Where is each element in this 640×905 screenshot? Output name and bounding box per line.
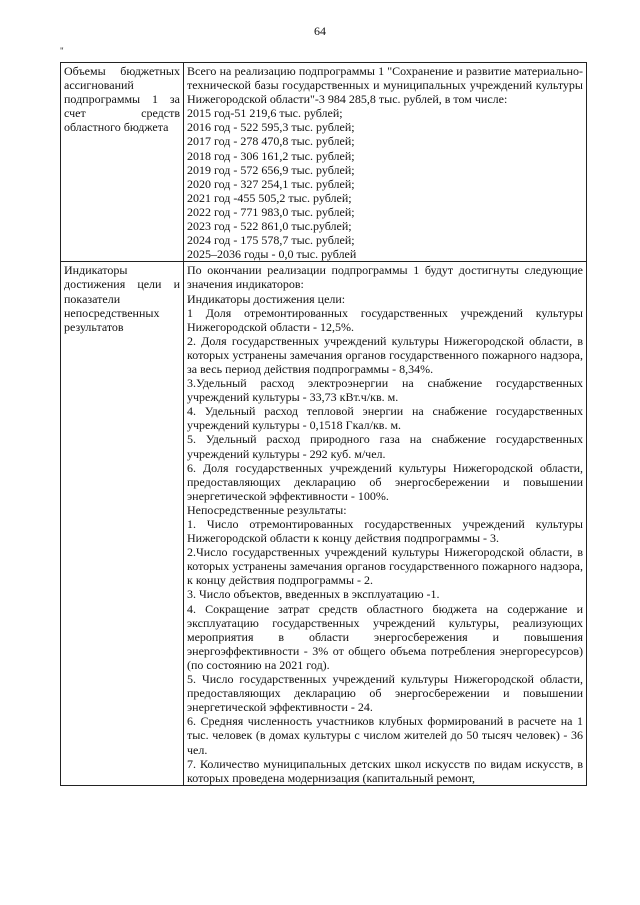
- results-paragraph: 3. Число объектов, введенных в эксплуатацию -1.: [187, 587, 440, 602]
- table-row-indicators: [61, 262, 587, 785]
- budget-line: 2015 год-51 219,6 тыс. рублей;: [187, 106, 343, 121]
- results-paragraph: 2.Число государственных учреждений культуры Нижегородской области, в которых устранены замечания органов государственного пожарного надзора, к концу действия подпрограммы - 2.: [187, 545, 583, 588]
- budget-line: 2018 год - 306 161,2 тыс. рублей;: [187, 148, 355, 163]
- indicators-label-cell: Индикаторы достижения цели и показатели непосредственных результатов: [61, 262, 184, 785]
- indicators-paragraph: 1 Доля отремонтированных государственных учреждений культуры Нижегородской области - 12,5%.: [187, 305, 583, 334]
- results-paragraph: 5. Число государственных учреждений культуры Нижегородской области, предоставляющих декларацию об энергосбережении и повышении энергетической эффективности - 24.: [187, 672, 583, 715]
- indicators-paragraph: 3.Удельный расход электроэнергии на снабжение государственных учреждений культуры - 33,73 кВт.ч/кв. м.: [187, 376, 583, 405]
- results-paragraph: 1. Число отремонтированных государственных учреждений культуры Нижегородской области к концу действия подпрограммы - 3.: [187, 517, 583, 546]
- budget-line: 2019 год - 572 656,9 тыс. рублей;: [187, 162, 355, 177]
- table-row-budget: [61, 63, 587, 262]
- indicators-heading: Индикаторы достижения цели:: [187, 291, 346, 306]
- budget-line: 2023 год - 522 861,0 тыс.рублей;: [187, 219, 352, 234]
- budget-line: 2021 год -455 505,2 тыс. рублей;: [187, 190, 352, 205]
- budget-line: 2020 год - 327 254,1 тыс. рублей;: [187, 176, 355, 191]
- indicators-paragraph: 2. Доля государственных учреждений культуры Нижегородской области, в которых устранены замечания органов государственного пожарного надзора, за весь период действия подпрограммы - 8,34%.: [187, 333, 583, 376]
- results-paragraph: 7. Количество муниципальных детских школ искусств по видам искусств, в которых проведена модернизация (капитальный ремонт,: [187, 756, 583, 785]
- budget-label-cell: Объемы бюджетных ассигнований подпрограммы 1 за счет средств областного бюджета: [61, 63, 184, 262]
- budget-line: 2017 год - 278 470,8 тыс. рублей;: [187, 134, 355, 149]
- indicators-paragraph: 4. Удельный расход тепловой энергии на снабжение государственных учреждений культуры - 0,1518 Гкал/кв. м.: [187, 404, 583, 433]
- results-paragraph: 6. Средняя численность участников клубных формирований в расчете на 1 тыс. человек (в домах культуры с числом жителей до 50 тысяч человек) - 36 чел.: [187, 714, 583, 757]
- results-heading: Непосредственные результаты:: [187, 502, 347, 517]
- indicators-content-cell: [184, 262, 587, 785]
- indicators-paragraph: По окончании реализации подпрограммы 1 будут достигнуты следующие значения индикаторов:: [187, 263, 583, 292]
- results-paragraph: 4. Сокращение затрат средств областного бюджета на содержание и эксплуатацию государственных учреждений культуры, реализующих мероприятия в области энергосбережения и повышения энергоэффективности - 3% от общего объема потребления энергоресурсов) (по состоянию на 2021 год).: [187, 601, 583, 672]
- budget-content-cell: [184, 63, 587, 262]
- budget-line: 2024 год - 175 578,7 тыс. рублей;: [187, 233, 355, 248]
- indicators-paragraph: 6. Доля государственных учреждений культуры Нижегородской области, предоставляющих декларацию об энергосбережении и повышении энергетической эффективности - 100%.: [187, 460, 583, 503]
- quote-mark: ": [60, 46, 64, 56]
- passport-table: [60, 62, 587, 786]
- indicators-paragraph: 5. Удельный расход природного газа на снабжение государственных учреждений культуры - 292 куб. м/чел.: [187, 432, 583, 461]
- budget-line: 2016 год - 522 595,3 тыс. рублей;: [187, 120, 355, 135]
- page-number: 64: [314, 24, 326, 38]
- budget-line: 2025–2036 годы - 0,0 тыс. рублей: [187, 247, 357, 262]
- budget-intro: Всего на реализацию подпрограммы 1 "Сохранение и развитие материально-технической базы государственных и муниципальных учреждений культуры Нижегородской области"-3 984 285,8 тыс. рублей, в том числе:: [187, 64, 583, 107]
- budget-line: 2022 год - 771 983,0 тыс. рублей;: [187, 204, 355, 219]
